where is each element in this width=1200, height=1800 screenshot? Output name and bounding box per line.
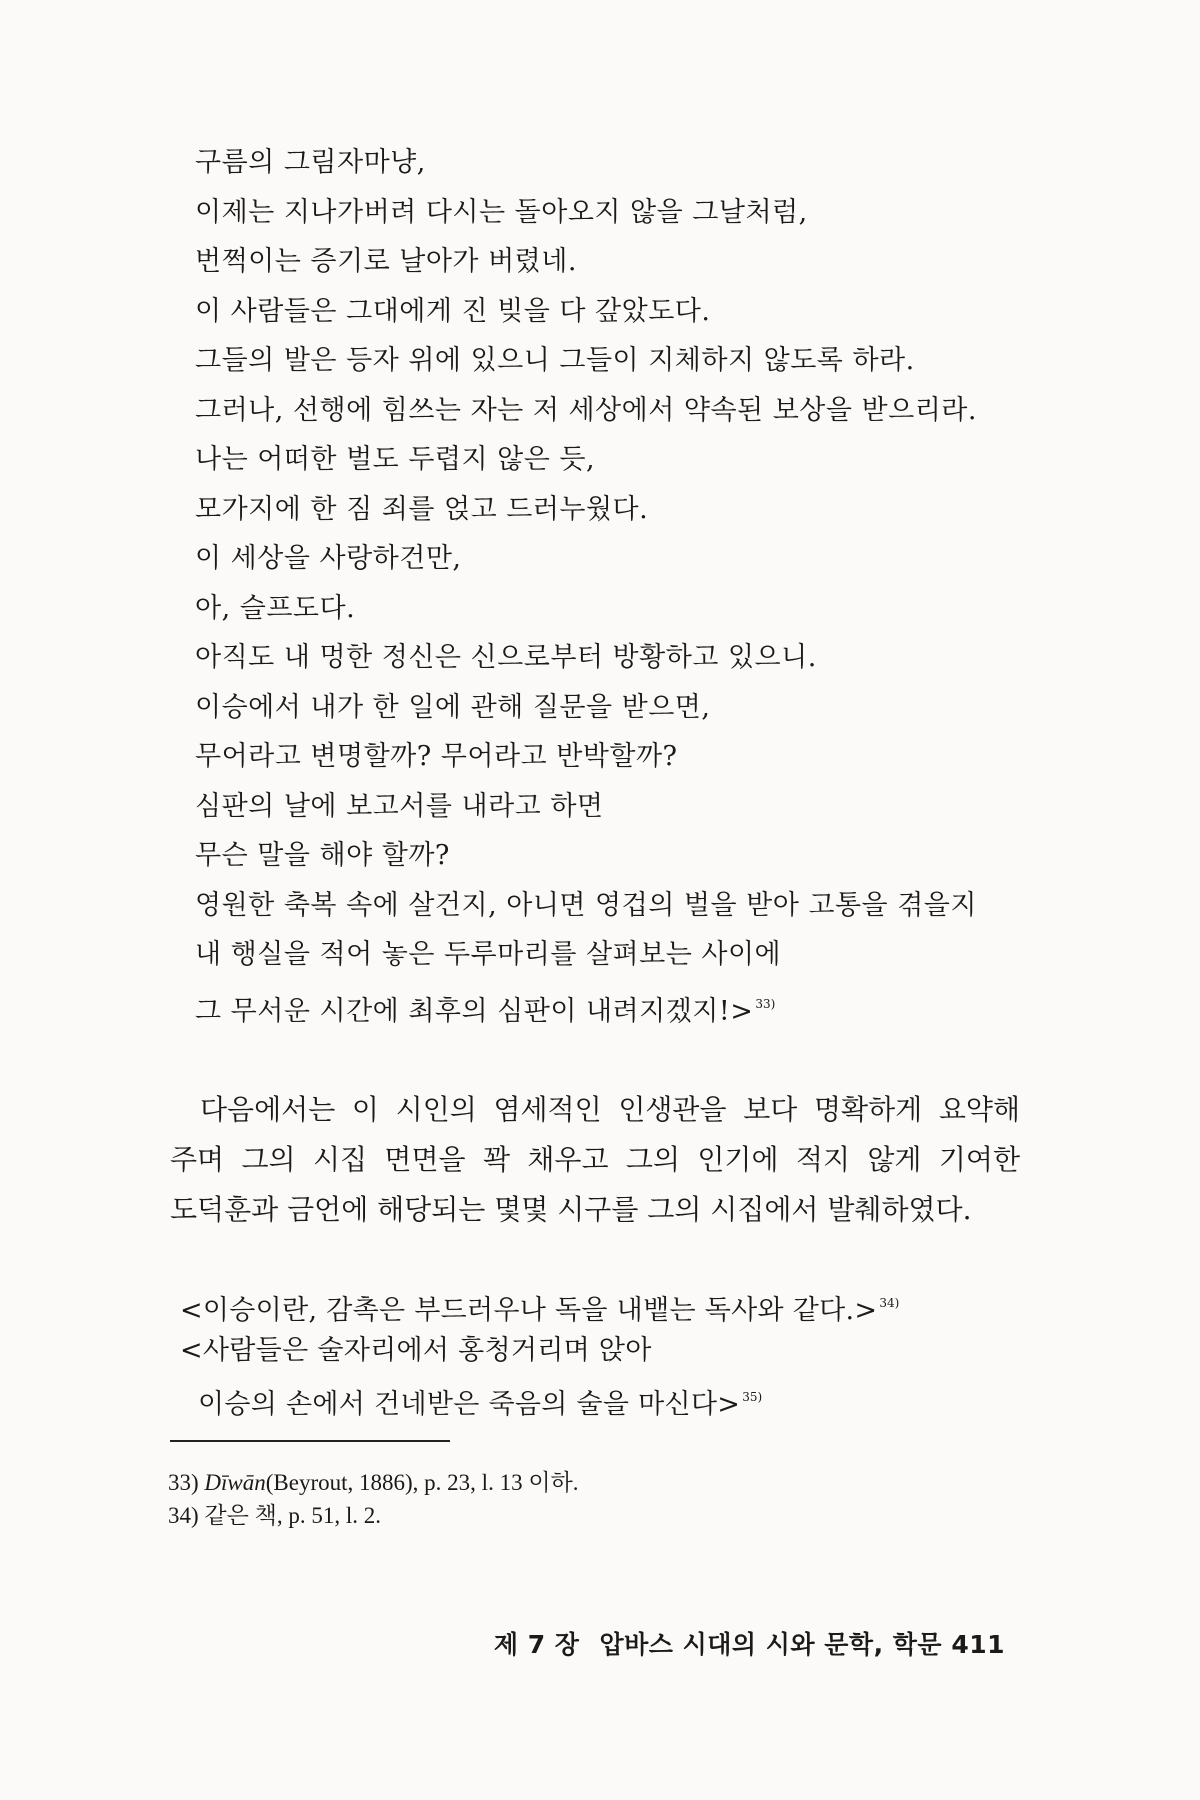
poem-line: 이승에서 내가 한 일에 관해 질문을 받으면, [195, 691, 711, 723]
poem-line: 아, 슬프도다. [195, 592, 356, 624]
running-footer [494, 1625, 1005, 1661]
footnote-work-title: Dīwān [204, 1470, 266, 1495]
footnotes [168, 1466, 1028, 1532]
poem-line: 구름의 그림자마냥, [195, 147, 426, 178]
footnote-34 [168, 1499, 1028, 1532]
quote-text: <이승이란, 감촉은 부드러우나 독을 내뱉는 독사와 같다.> [180, 1295, 878, 1326]
footnote-ref-34: 34) [879, 1296, 900, 1310]
footnote-ref-35: 35) [742, 1390, 763, 1404]
poem-line: 그러나, 선행에 힘쓰는 자는 저 세상에서 약속된 보상을 받으리라. [195, 394, 977, 426]
poem-line-last [195, 980, 1075, 1030]
chapter-title: 압바스 시대의 시와 문학, 학문 [599, 1630, 943, 1659]
poem-line: 내 행실을 적어 놓은 두루마리를 살펴보는 사이에 [195, 939, 782, 970]
chapter-label: 제 7 장 [493, 1630, 580, 1659]
quote-line [180, 1374, 1040, 1421]
footnote-divider [170, 1440, 450, 1442]
poem-line: 이 세상을 사랑하건만, [195, 543, 462, 574]
prose-line: 주며 그의 시집 면면을 꽉 채우고 그의 인기에 적지 않게 기여한 [170, 1143, 1020, 1176]
poem-line: 무슨 말을 해야 할까? [195, 840, 450, 871]
page-number: 411 [951, 1630, 1005, 1659]
poem-block [195, 138, 1075, 1029]
poem-line: 번쩍이는 증기로 날아가 버렸네. [195, 246, 577, 277]
poem-line: 심판의 날에 보고서를 내라고 하면 [195, 790, 604, 822]
poem-line: 모가지에 한 짐 죄를 얹고 드러누웠다. [195, 493, 649, 525]
poem-line: 아직도 내 멍한 정신은 신으로부터 방황하고 있으니. [195, 642, 817, 673]
poem-line-text: 그 무서운 시간에 최후의 심판이 내려지겠지!> [195, 995, 754, 1027]
prose-paragraph [170, 1085, 1020, 1235]
footnote-33 [168, 1466, 1028, 1499]
prose-line: 도덕훈과 금언에 해당되는 몇몇 시구를 그의 시집에서 발췌하였다. [170, 1193, 972, 1226]
poem-line: 나는 어떠한 벌도 두렵지 않은 듯, [195, 444, 596, 475]
poem-line: 이제는 지나가버려 다시는 돌아오지 않을 그날처럼, [195, 196, 808, 228]
poem-line: 영원한 축복 속에 살건지, 아니면 영겁의 벌을 받아 고통을 겪을지 [195, 889, 977, 921]
quoted-verses [180, 1280, 1040, 1421]
quote-line: <사람들은 술자리에서 홍청거리며 앉아 [180, 1335, 652, 1366]
poem-line: 이 사람들은 그대에게 진 빚을 다 갚았도다. [195, 295, 711, 327]
prose-line: 다음에서는 이 시인의 염세적인 인생관을 보다 명확하게 요약해 [200, 1093, 1020, 1126]
footnote-number: 33) [168, 1470, 199, 1495]
quote-text: 이승의 손에서 건네받은 죽음의 술을 마신다> [198, 1389, 741, 1420]
footnote-citation: 같은 책, p. 51, l. 2. [204, 1503, 381, 1528]
footnote-number: 34) [168, 1503, 199, 1528]
poem-line: 무어라고 변명할까? 무어라고 반박할까? [195, 741, 678, 772]
footnote-citation: (Beyrout, 1886), p. 23, l. 13 이하. [265, 1470, 579, 1495]
poem-line: 그들의 발은 등자 위에 있으니 그들이 지체하지 않도록 하라. [195, 345, 915, 376]
quote-line [180, 1280, 1040, 1327]
footnote-ref-33: 33) [755, 996, 776, 1011]
